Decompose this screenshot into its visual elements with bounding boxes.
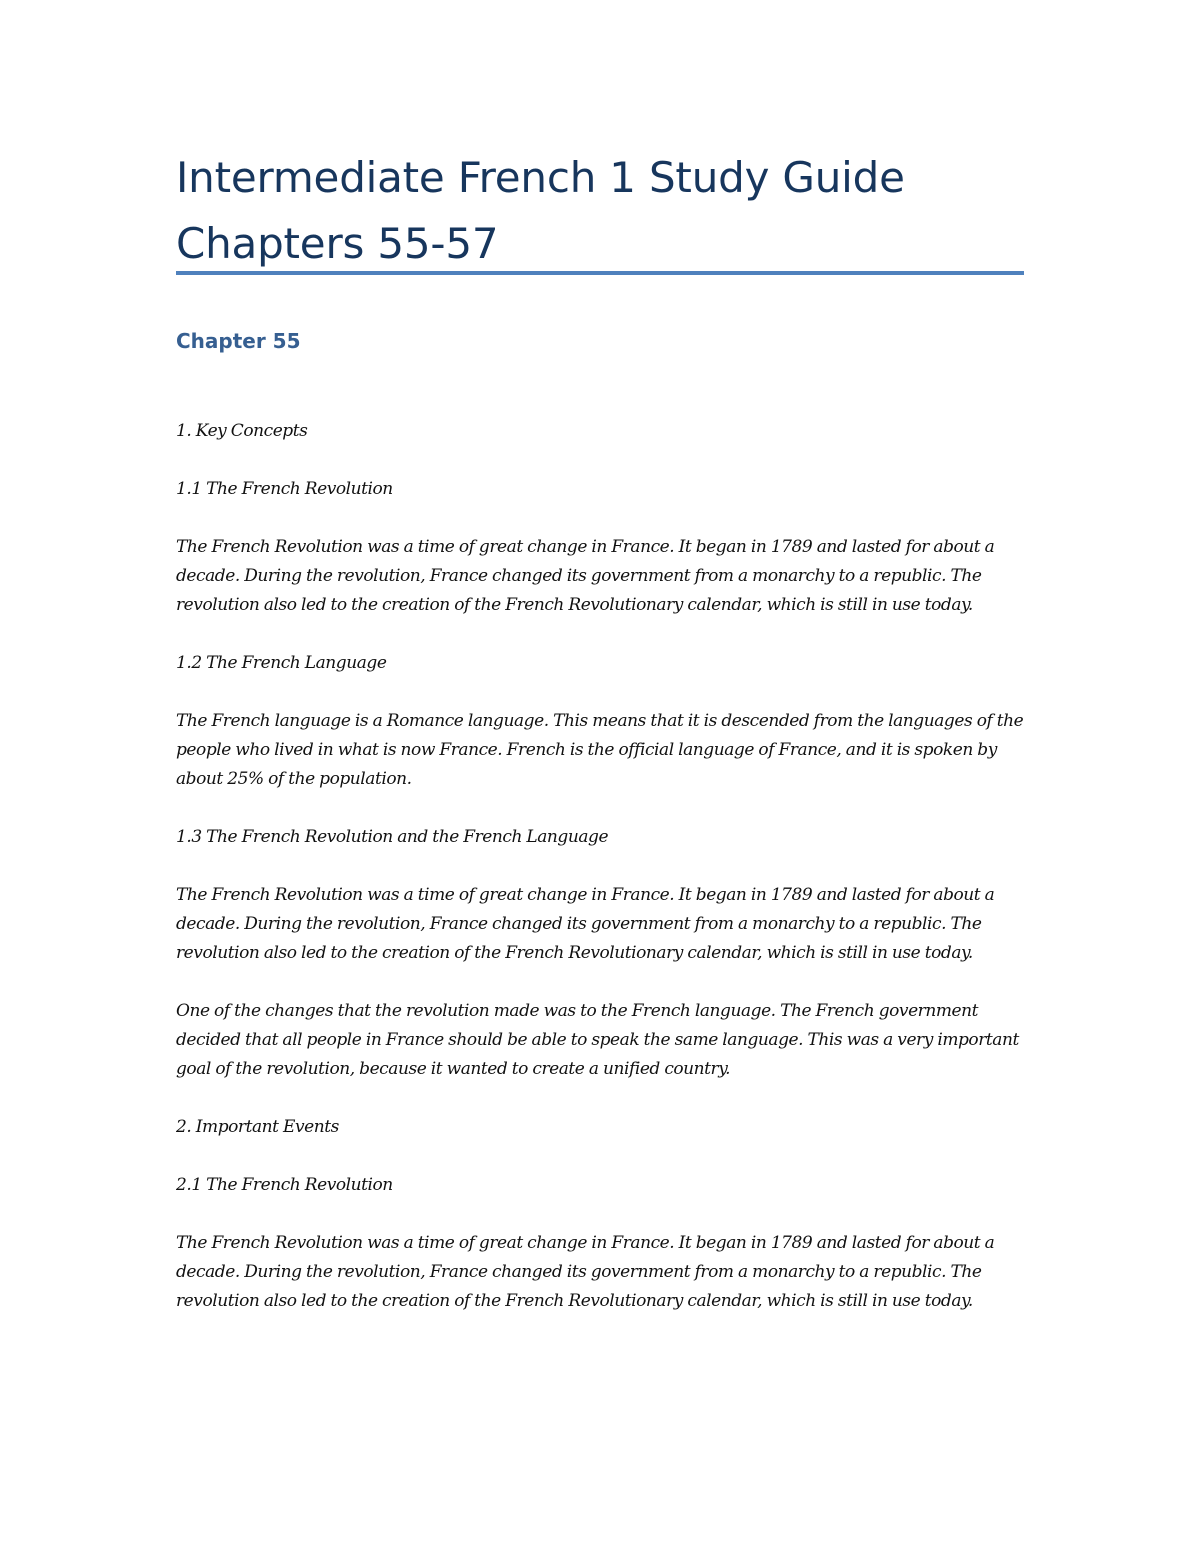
section-heading-1-2: 1.2 The French Language <box>176 653 387 673</box>
paragraph-2-1: The French Revolution was a time of great change in France. It began in 1789 and lasted for about a decade. During the revolution, France changed its government from a monarchy to a republic. The revolution also led to the creation of the French Revolutionary calendar, which is still in use today. <box>176 1233 995 1311</box>
section-heading-key-concepts: 1. Key Concepts <box>176 421 308 441</box>
paragraph-1-1: The French Revolution was a time of great change in France. It began in 1789 and lasted for about a decade. During the revolution, France changed its government from a monarchy to a republic. The revolution also led to the creation of the French Revolutionary calendar, which is still in use today. <box>176 537 995 615</box>
paragraph-1-3-a: The French Revolution was a time of great change in France. It began in 1789 and lasted for about a decade. During the revolution, France changed its government from a monarchy to a republic. The revolution also led to the creation of the French Revolutionary calendar, which is still in use today. <box>176 885 995 963</box>
paragraph-1-3-b: One of the changes that the revolution made was to the French language. The French government decided that all people in France should be able to speak the same language. This was a very important goal of the revolution, because it wanted to create a unified country. <box>176 1001 1019 1079</box>
title-line-2: Chapters 55-57 <box>176 219 499 268</box>
section-heading-1-3: 1.3 The French Revolution and the French Language <box>176 827 609 847</box>
paragraph-1-2: The French language is a Romance language. This means that it is descended from the languages of the people who lived in what is now France. French is the official language of France, and it is spoken by about 25% of the population. <box>176 711 1024 789</box>
document-title <box>176 145 1026 277</box>
section-heading-2-1: 2.1 The French Revolution <box>176 1175 393 1195</box>
section-heading-1-1: 1.1 The French Revolution <box>176 479 393 499</box>
body-text <box>176 417 1036 1316</box>
chapter-heading: Chapter 55 <box>176 329 301 353</box>
title-underline-rule <box>176 271 1024 275</box>
section-heading-important-events: 2. Important Events <box>176 1117 339 1137</box>
title-line-1: Intermediate French 1 Study Guide <box>176 153 905 202</box>
